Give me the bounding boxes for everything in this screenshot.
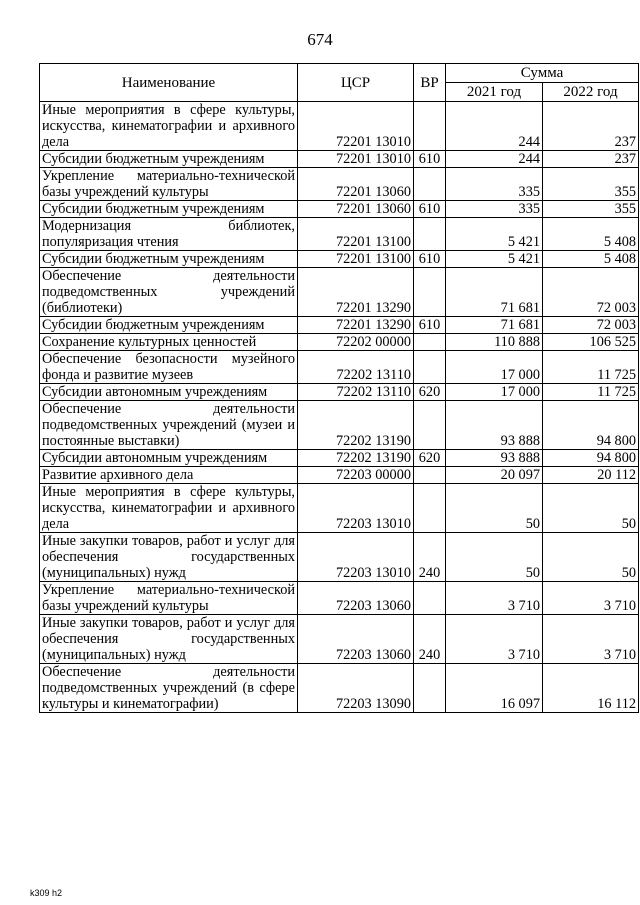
- row-csr: 72201 13060: [298, 201, 414, 218]
- row-sum-2022: 72 003: [543, 317, 639, 334]
- row-sum-2022: 50: [543, 484, 639, 533]
- row-name: Обеспечение деятельности подведомственных учреждений (библиотеки): [40, 268, 298, 317]
- row-csr: 72202 13110: [298, 384, 414, 401]
- table-row: [40, 168, 639, 201]
- table-row: [40, 317, 639, 334]
- row-sum-2021: 17 000: [446, 351, 543, 384]
- row-csr: 72201 13100: [298, 218, 414, 251]
- row-vr: [414, 168, 446, 201]
- header-csr: ЦСР: [298, 64, 414, 102]
- table-row: [40, 218, 639, 251]
- row-csr: 72201 13100: [298, 251, 414, 268]
- header-year-2022: 2022 год: [543, 83, 639, 102]
- row-sum-2021: 16 097: [446, 664, 543, 713]
- row-sum-2021: 50: [446, 484, 543, 533]
- row-csr: 72202 13190: [298, 401, 414, 450]
- row-sum-2022: 3 710: [543, 582, 639, 615]
- row-sum-2022: 16 112: [543, 664, 639, 713]
- row-sum-2022: 5 408: [543, 251, 639, 268]
- row-csr: 72202 13190: [298, 450, 414, 467]
- row-sum-2022: 20 112: [543, 467, 639, 484]
- row-csr: 72201 13290: [298, 268, 414, 317]
- row-vr: [414, 467, 446, 484]
- row-csr: 72203 13060: [298, 582, 414, 615]
- table-row: [40, 582, 639, 615]
- footer-code: k309 h2: [30, 888, 63, 898]
- row-vr: 620: [414, 450, 446, 467]
- row-name: Укрепление материально-технической базы учреждений культуры: [40, 582, 298, 615]
- row-sum-2021: 20 097: [446, 467, 543, 484]
- header-vr: ВР: [414, 64, 446, 102]
- row-name: Субсидии бюджетным учреждениям: [40, 151, 298, 168]
- row-sum-2021: 17 000: [446, 384, 543, 401]
- row-csr: 72201 13010: [298, 151, 414, 168]
- row-vr: [414, 582, 446, 615]
- row-name: Обеспечение безопасности музейного фонда и развитие музеев: [40, 351, 298, 384]
- row-csr: 72201 13060: [298, 168, 414, 201]
- row-csr: 72201 13290: [298, 317, 414, 334]
- header-name: Наименование: [40, 64, 298, 102]
- row-vr: 610: [414, 251, 446, 268]
- budget-table: [39, 63, 639, 713]
- row-sum-2021: 71 681: [446, 317, 543, 334]
- row-sum-2022: 355: [543, 168, 639, 201]
- table-row: [40, 151, 639, 168]
- table-row: [40, 251, 639, 268]
- row-name: Иные закупки товаров, работ и услуг для обеспечения государственных (муниципальных) нужд: [40, 533, 298, 582]
- row-sum-2022: 3 710: [543, 615, 639, 664]
- table-row: [40, 533, 639, 582]
- row-sum-2021: 335: [446, 201, 543, 218]
- row-csr: 72202 13110: [298, 351, 414, 384]
- row-vr: [414, 484, 446, 533]
- row-name: Модернизация библиотек, популяризация чтения: [40, 218, 298, 251]
- row-sum-2021: 71 681: [446, 268, 543, 317]
- row-sum-2021: 5 421: [446, 251, 543, 268]
- row-name: Субсидии бюджетным учреждениям: [40, 201, 298, 218]
- row-sum-2021: 93 888: [446, 450, 543, 467]
- row-sum-2022: 94 800: [543, 450, 639, 467]
- row-name: Иные закупки товаров, работ и услуг для обеспечения государственных (муниципальных) нужд: [40, 615, 298, 664]
- table-row: [40, 484, 639, 533]
- row-name: Субсидии бюджетным учреждениям: [40, 317, 298, 334]
- row-sum-2021: 335: [446, 168, 543, 201]
- table-row: [40, 351, 639, 384]
- row-vr: 240: [414, 533, 446, 582]
- row-sum-2021: 244: [446, 151, 543, 168]
- table-row: [40, 201, 639, 218]
- row-sum-2022: 72 003: [543, 268, 639, 317]
- row-name: Сохранение культурных ценностей: [40, 334, 298, 351]
- row-name: Субсидии автономным учреждениям: [40, 450, 298, 467]
- table-row: [40, 384, 639, 401]
- row-vr: [414, 664, 446, 713]
- row-sum-2022: 355: [543, 201, 639, 218]
- row-name: Иные мероприятия в сфере культуры, искусства, кинематографии и архивного дела: [40, 102, 298, 151]
- row-vr: 620: [414, 384, 446, 401]
- table-row: [40, 450, 639, 467]
- row-vr: [414, 351, 446, 384]
- row-sum-2022: 5 408: [543, 218, 639, 251]
- table-row: [40, 102, 639, 151]
- row-csr: 72203 13010: [298, 533, 414, 582]
- row-sum-2022: 106 525: [543, 334, 639, 351]
- row-name: Иные мероприятия в сфере культуры, искусства, кинематографии и архивного дела: [40, 484, 298, 533]
- table-row: [40, 615, 639, 664]
- row-csr: 72203 13010: [298, 484, 414, 533]
- table-row: [40, 268, 639, 317]
- row-sum-2022: 11 725: [543, 351, 639, 384]
- row-vr: 610: [414, 201, 446, 218]
- table-row: [40, 401, 639, 450]
- row-vr: 610: [414, 317, 446, 334]
- row-sum-2022: 237: [543, 151, 639, 168]
- page-number: 674: [307, 30, 333, 49]
- row-vr: [414, 401, 446, 450]
- row-csr: 72201 13010: [298, 102, 414, 151]
- row-csr: 72203 13090: [298, 664, 414, 713]
- row-csr: 72203 13060: [298, 615, 414, 664]
- header-year-2021: 2021 год: [446, 83, 543, 102]
- row-vr: 240: [414, 615, 446, 664]
- row-name: Субсидии автономным учреждениям: [40, 384, 298, 401]
- row-name: Развитие архивного дела: [40, 467, 298, 484]
- header-sum: Сумма: [446, 64, 639, 83]
- row-sum-2021: 5 421: [446, 218, 543, 251]
- row-sum-2021: 110 888: [446, 334, 543, 351]
- row-name: Субсидии бюджетным учреждениям: [40, 251, 298, 268]
- row-vr: [414, 102, 446, 151]
- row-sum-2021: 3 710: [446, 582, 543, 615]
- table-row: [40, 334, 639, 351]
- row-name: Обеспечение деятельности подведомственных учреждений (в сфере культуры и кинематографии): [40, 664, 298, 713]
- table-row: [40, 467, 639, 484]
- row-sum-2021: 50: [446, 533, 543, 582]
- row-sum-2022: 237: [543, 102, 639, 151]
- row-vr: [414, 334, 446, 351]
- row-sum-2022: 50: [543, 533, 639, 582]
- row-vr: 610: [414, 151, 446, 168]
- row-name: Обеспечение деятельности подведомственных учреждений (музеи и постоянные выставки): [40, 401, 298, 450]
- row-vr: [414, 218, 446, 251]
- row-sum-2021: 3 710: [446, 615, 543, 664]
- row-vr: [414, 268, 446, 317]
- table-row: [40, 664, 639, 713]
- row-name: Укрепление материально-технической базы учреждений культуры: [40, 168, 298, 201]
- row-sum-2021: 93 888: [446, 401, 543, 450]
- row-sum-2022: 11 725: [543, 384, 639, 401]
- row-sum-2021: 244: [446, 102, 543, 151]
- row-sum-2022: 94 800: [543, 401, 639, 450]
- row-csr: 72202 00000: [298, 334, 414, 351]
- row-csr: 72203 00000: [298, 467, 414, 484]
